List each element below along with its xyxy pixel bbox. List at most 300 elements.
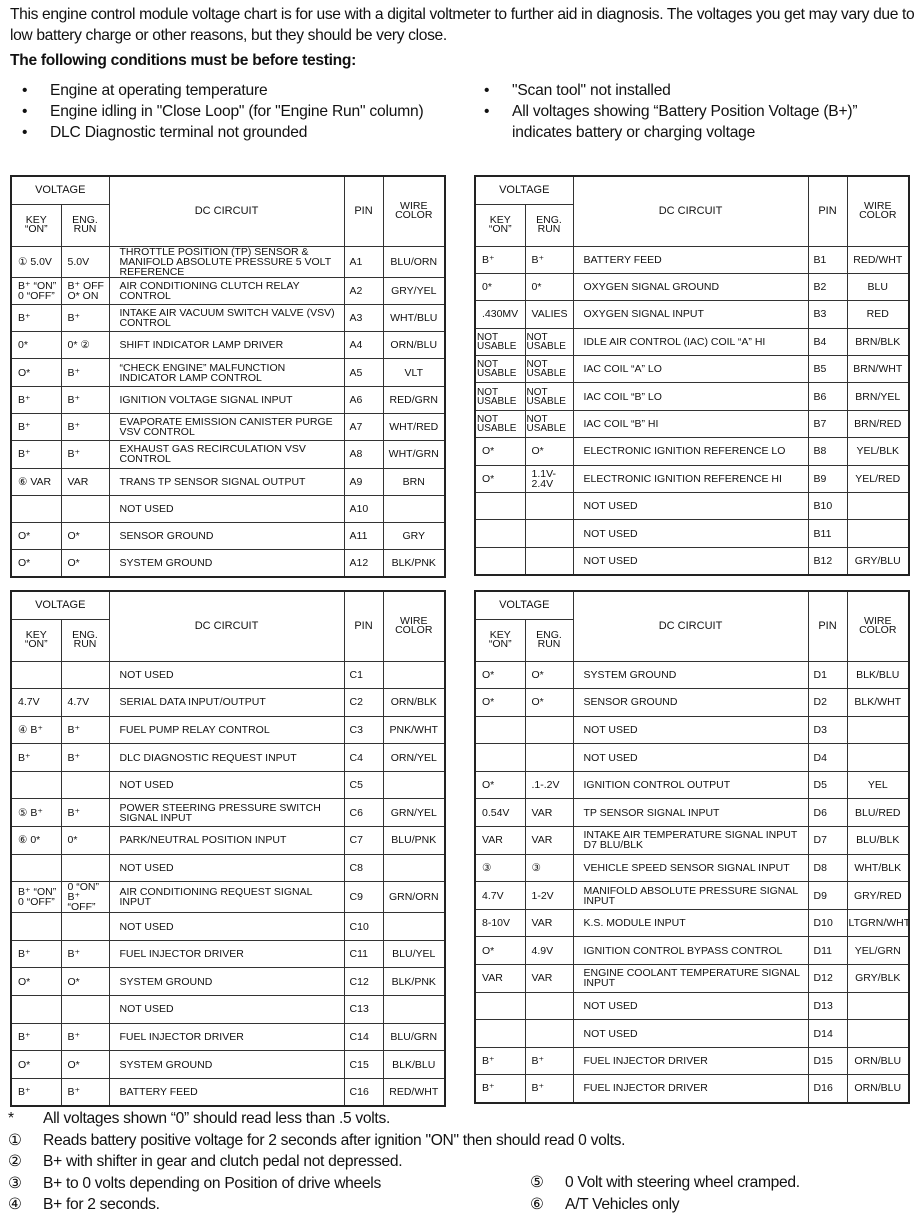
key-on-voltage: B⁺ [475,1047,525,1075]
footnote-text: 0 Volt with steering wheel cramped. [565,1174,800,1191]
key-on-voltage: O* [11,523,61,550]
pin: A2 [344,277,383,304]
engine-run-voltage: B⁺ [61,413,109,440]
wire-color: GRY/RED [847,882,909,910]
engine-run-voltage: 4.9V [525,937,573,965]
dc-circuit: POWER STEERING PRESSURE SWITCH SIGNAL INPUT [109,799,344,827]
header-row [475,591,909,619]
conditions-list-left [22,80,462,143]
dc-circuit: NOT USED [109,661,344,689]
key-on-header: KEY “ON” [11,619,61,661]
wire-color-header: WIRE COLOR [383,176,445,246]
key-on-header: KEY “ON” [475,619,525,661]
dc-circuit: INTAKE AIR TEMPERATURE SIGNAL INPUT D7 BLU/BLK [573,827,808,855]
key-on-voltage: O* [11,1051,61,1079]
pin: D11 [808,937,847,965]
dc-circuit: DLC DIAGNOSTIC REQUEST INPUT [109,744,344,772]
footnote-text: A/T Vehicles only [565,1195,680,1213]
wire-color: GRY [383,523,445,550]
footnote-symbol: ④ [8,1196,22,1213]
key-on-voltage [475,716,525,744]
table-row [11,441,445,468]
table-row [475,1047,909,1075]
table-row [475,1075,909,1103]
key-on-voltage: O* [475,438,525,465]
condition-item [22,122,462,143]
wire-color: BLK/BLU [847,661,909,689]
table-row [475,301,909,328]
table-row [11,246,445,277]
footnote-symbol: ⑥ [530,1195,544,1213]
wire-color: GRN/YEL [383,799,445,827]
wire-color: RED/WHT [383,1078,445,1106]
dc-circuit: NOT USED [573,493,808,520]
key-on-voltage: O* [11,968,61,996]
dc-circuit: IAC COIL “B” LO [573,383,808,410]
key-on-voltage [475,1020,525,1048]
key-on-voltage: B⁺ [475,1075,525,1103]
engine-run-voltage: 5.0V [61,246,109,277]
pin: A1 [344,246,383,277]
dc-circuit: EXHAUST GAS RECIRCULATION VSV CONTROL [109,441,344,468]
dc-circuit: NOT USED [109,854,344,882]
engine-run-voltage: B⁺ [525,246,573,273]
table-row [11,716,445,744]
wire-color: LTGRN/WHT [847,909,909,937]
wire-color [383,913,445,941]
wire-color: WHT/BLK [847,854,909,882]
dc-circuit: ELECTRONIC IGNITION REFERENCE HI [573,465,808,492]
engine-run-voltage [61,495,109,522]
pin: B12 [808,547,847,574]
key-on-voltage: ① 5.0V [11,246,61,277]
pin: C3 [344,716,383,744]
key-on-voltage: B⁺ [11,413,61,440]
eng-run-header: ENG. RUN [525,204,573,246]
dc-circuit: AIR CONDITIONING REQUEST SIGNAL INPUT [109,882,344,913]
footnote-symbol: ③ [8,1174,22,1192]
engine-run-voltage [525,744,573,772]
table-row [11,771,445,799]
wire-color [383,661,445,689]
key-on-voltage: B⁺ “ON” 0 “OFF” [11,882,61,913]
pin: B8 [808,438,847,465]
footnote [8,1108,625,1130]
wire-color-header: WIRE COLOR [847,176,909,246]
engine-run-voltage [61,913,109,941]
key-on-voltage: O* [475,771,525,799]
key-on-voltage [11,495,61,522]
wire-color: GRY/BLU [847,547,909,574]
key-on-voltage: O* [475,937,525,965]
engine-run-voltage [61,854,109,882]
dc-circuit: NOT USED [573,744,808,772]
dc-circuit: SYSTEM GROUND [109,1051,344,1079]
pin: A11 [344,523,383,550]
table-row [11,1078,445,1106]
engine-run-voltage: O* [61,968,109,996]
dc-circuit: PARK/NEUTRAL POSITION INPUT [109,827,344,855]
pin: D5 [808,771,847,799]
dc-circuit-header: DC CIRCUIT [573,176,808,246]
pin: B3 [808,301,847,328]
dc-circuit: IAC COIL “B” HI [573,410,808,437]
engine-run-voltage: .1-.2V [525,771,573,799]
key-on-voltage: ⑥ VAR [11,468,61,495]
engine-run-voltage: VAR [525,909,573,937]
wire-color: BRN/BLK [847,328,909,355]
pin: A4 [344,332,383,359]
table-row [11,799,445,827]
engine-run-voltage: 0* [61,827,109,855]
table-row [11,1051,445,1079]
key-on-voltage: B⁺ [11,1023,61,1051]
wire-color: BRN [383,468,445,495]
wire-color: ORN/BLU [383,332,445,359]
pin: B1 [808,246,847,273]
eng-run-header: ENG. RUN [525,619,573,661]
pin: B10 [808,493,847,520]
wire-color: BLU/BLK [847,827,909,855]
condition-item [22,80,462,101]
engine-run-voltage: NOT USABLE [525,383,573,410]
wire-color [383,854,445,882]
key-on-voltage [11,771,61,799]
dc-circuit: TP SENSOR SIGNAL INPUT [573,799,808,827]
footnotes-right [530,1172,800,1215]
wire-color-header: WIRE COLOR [847,591,909,661]
table-row [475,827,909,855]
dc-circuit: IGNITION VOLTAGE SIGNAL INPUT [109,386,344,413]
engine-run-voltage: B⁺ [525,1047,573,1075]
key-on-voltage [475,520,525,547]
bullet-icon: • [22,124,28,141]
pin: D15 [808,1047,847,1075]
engine-run-voltage: B⁺ [525,1075,573,1103]
wire-color: BRN/YEL [847,383,909,410]
key-on-voltage: O* [475,689,525,717]
engine-run-voltage: VAR [525,965,573,993]
wire-color: BLU/YEL [383,940,445,968]
dc-circuit-header: DC CIRCUIT [109,591,344,661]
wire-color: BLK/PNK [383,968,445,996]
wire-color: WHT/GRN [383,441,445,468]
table-row [475,909,909,937]
pin: C15 [344,1051,383,1079]
table-row [475,356,909,383]
dc-circuit: MANIFOLD ABSOLUTE PRESSURE SIGNAL INPUT [573,882,808,910]
condition-text: "Scan tool" not installed [512,82,671,99]
key-on-voltage [475,547,525,574]
key-on-voltage: ⑤ B⁺ [11,799,61,827]
table-row [11,277,445,304]
pin: D6 [808,799,847,827]
dc-circuit: TRANS TP SENSOR SIGNAL OUTPUT [109,468,344,495]
dc-circuit: SYSTEM GROUND [109,968,344,996]
table-row [11,386,445,413]
key-on-voltage: ⑥ 0* [11,827,61,855]
pin: D7 [808,827,847,855]
bullet-icon: • [484,103,490,120]
wire-color: BLK/WHT [847,689,909,717]
table-row [475,661,909,689]
key-on-header: KEY “ON” [475,204,525,246]
wire-color: BLU [847,273,909,300]
wire-color [847,744,909,772]
table-row [475,410,909,437]
key-on-voltage: B⁺ “ON” 0 “OFF” [11,277,61,304]
pin: A3 [344,304,383,331]
condition-item [484,101,914,143]
engine-run-voltage: O* [525,689,573,717]
dc-circuit: SYSTEM GROUND [573,661,808,689]
pin: D8 [808,854,847,882]
dc-circuit: OXYGEN SIGNAL INPUT [573,301,808,328]
table-row [475,854,909,882]
table-row [475,1020,909,1048]
key-on-voltage: ④ B⁺ [11,716,61,744]
dc-circuit: INTAKE AIR VACUUM SWITCH VALVE (VSV) CONTROL [109,304,344,331]
wire-color: BLU/RED [847,799,909,827]
key-on-voltage: NOT USABLE [475,410,525,437]
engine-run-voltage: VAR [525,827,573,855]
table-row [11,913,445,941]
wire-color: GRY/YEL [383,277,445,304]
engine-run-voltage: B⁺ [61,441,109,468]
wire-color: RED/GRN [383,386,445,413]
engine-run-voltage [61,771,109,799]
table-row [475,965,909,993]
wire-color: BLU/PNK [383,827,445,855]
condition-text: All voltages showing “Battery Position Voltage (B+)” indicates battery or charging voltage [512,103,858,141]
pin: B11 [808,520,847,547]
wire-color: YEL [847,771,909,799]
table-row [11,413,445,440]
wire-color: BRN/RED [847,410,909,437]
pin: C10 [344,913,383,941]
dc-circuit: AIR CONDITIONING CLUTCH RELAY CONTROL [109,277,344,304]
dc-circuit: FUEL INJECTOR DRIVER [109,940,344,968]
table-row [475,882,909,910]
voltage-header: VOLTAGE [11,176,109,204]
engine-run-voltage: 1-2V [525,882,573,910]
dc-circuit: IGNITION CONTROL OUTPUT [573,771,808,799]
dc-circuit: SERIAL DATA INPUT/OUTPUT [109,689,344,717]
engine-run-voltage [525,992,573,1020]
key-on-voltage: NOT USABLE [475,356,525,383]
key-on-voltage: B⁺ [11,441,61,468]
dc-circuit: EVAPORATE EMISSION CANISTER PURGE VSV CONTROL [109,413,344,440]
dc-circuit: BATTERY FEED [573,246,808,273]
wire-color: VLT [383,359,445,386]
dc-circuit: FUEL INJECTOR DRIVER [573,1075,808,1103]
pin: A12 [344,550,383,577]
table-row [475,465,909,492]
dc-circuit: NOT USED [109,913,344,941]
footnote [530,1194,800,1216]
engine-run-voltage: O* [61,1051,109,1079]
table-row [475,771,909,799]
eng-run-header: ENG. RUN [61,204,109,246]
table-row [11,940,445,968]
wire-color: BLU/ORN [383,246,445,277]
pin: C2 [344,689,383,717]
wire-color-header: WIRE COLOR [383,591,445,661]
wire-color: ORN/BLU [847,1075,909,1103]
key-on-voltage: O* [11,550,61,577]
pin: C7 [344,827,383,855]
table-row [11,468,445,495]
table-row [11,827,445,855]
footnote [8,1151,625,1173]
table-row [11,550,445,577]
table-row [11,495,445,522]
pin: A5 [344,359,383,386]
footnote-text: All voltages shown “0” should read less than .5 volts. [43,1110,390,1127]
engine-run-voltage: B⁺ [61,1078,109,1106]
pin: D10 [808,909,847,937]
dc-circuit: SENSOR GROUND [109,523,344,550]
pin: A6 [344,386,383,413]
key-on-voltage: 0.54V [475,799,525,827]
engine-run-voltage: O* [525,661,573,689]
dc-circuit: THROTTLE POSITION (TP) SENSOR & MANIFOLD ABSOLUTE PRESSURE 5 VOLT REFERENCE [109,246,344,277]
wire-color: BLU/GRN [383,1023,445,1051]
wire-color: RED [847,301,909,328]
table-row [475,328,909,355]
pin: D4 [808,744,847,772]
footnote-symbol: ② [8,1153,22,1170]
key-on-voltage: 8-10V [475,909,525,937]
pin: D12 [808,965,847,993]
wire-color: YEL/RED [847,465,909,492]
table-row [475,689,909,717]
voltage-header: VOLTAGE [11,591,109,619]
dc-circuit: NOT USED [573,1020,808,1048]
table-row [11,661,445,689]
wire-color [383,771,445,799]
pin: D13 [808,992,847,1020]
dc-circuit: SHIFT INDICATOR LAMP DRIVER [109,332,344,359]
dc-circuit: K.S. MODULE INPUT [573,909,808,937]
engine-run-voltage: VAR [525,799,573,827]
dc-circuit: NOT USED [109,771,344,799]
table-row [475,383,909,410]
table-row [11,523,445,550]
connector-c-table [10,590,446,1107]
key-on-voltage [11,854,61,882]
engine-run-voltage: B⁺ [61,304,109,331]
key-on-voltage: B⁺ [11,386,61,413]
table-row [11,304,445,331]
engine-run-voltage: 0* [525,273,573,300]
footnote-text: B+ to 0 volts depending on Position of drive wheels [43,1174,381,1192]
engine-run-voltage: B⁺ [61,744,109,772]
table-row [11,689,445,717]
pin: C9 [344,882,383,913]
key-on-voltage: VAR [475,965,525,993]
table-row [11,968,445,996]
bullet-icon: • [22,103,28,120]
wire-color: RED/WHT [847,246,909,273]
dc-circuit: FUEL INJECTOR DRIVER [573,1047,808,1075]
dc-circuit: “CHECK ENGINE” MALFUNCTION INDICATOR LAMP CONTROL [109,359,344,386]
table-row [11,332,445,359]
key-on-voltage: 4.7V [475,882,525,910]
wire-color: YEL/GRN [847,937,909,965]
engine-run-voltage [525,493,573,520]
key-on-header: KEY “ON” [11,204,61,246]
engine-run-voltage [61,661,109,689]
wire-color: PNK/WHT [383,716,445,744]
dc-circuit: IAC COIL “A” LO [573,356,808,383]
wire-color: WHT/RED [383,413,445,440]
pin: C12 [344,968,383,996]
connector-d-table [474,590,910,1104]
dc-circuit: ENGINE COOLANT TEMPERATURE SIGNAL INPUT [573,965,808,993]
key-on-voltage: ③ [475,854,525,882]
table-row [11,744,445,772]
conditions-list-right [484,80,914,143]
dc-circuit: IGNITION CONTROL BYPASS CONTROL [573,937,808,965]
wire-color: ORN/BLU [847,1047,909,1075]
key-on-voltage [11,913,61,941]
wire-color: BLK/PNK [383,550,445,577]
voltage-header: VOLTAGE [475,591,573,619]
table-row [475,273,909,300]
wire-color [383,495,445,522]
pin: D14 [808,1020,847,1048]
pin-header: PIN [344,176,383,246]
dc-circuit: OXYGEN SIGNAL GROUND [573,273,808,300]
engine-run-voltage: 0 “ON” B⁺ “OFF” [61,882,109,913]
pin: D9 [808,882,847,910]
dc-circuit: NOT USED [573,716,808,744]
key-on-voltage: B⁺ [11,304,61,331]
dc-circuit: SYSTEM GROUND [109,550,344,577]
connector-b-table [474,175,910,576]
table-row [11,996,445,1024]
table-row [475,520,909,547]
table-row [475,246,909,273]
wire-color [847,520,909,547]
engine-run-voltage: B⁺ [61,940,109,968]
pin-header: PIN [344,591,383,661]
key-on-voltage: O* [11,359,61,386]
pin: A10 [344,495,383,522]
pin: B2 [808,273,847,300]
footnote [8,1130,625,1152]
pin: A9 [344,468,383,495]
key-on-voltage: NOT USABLE [475,328,525,355]
wire-color: BLK/BLU [383,1051,445,1079]
key-on-voltage [475,744,525,772]
engine-run-voltage: VAR [61,468,109,495]
intro-paragraph: This engine control module voltage chart is for use with a digital voltmeter to further aid in diagnosis. The voltages you get may vary due to low battery charge or other reasons, but they should be very close. [10,6,915,44]
engine-run-voltage: O* [61,523,109,550]
pin: D3 [808,716,847,744]
pin: C13 [344,996,383,1024]
dc-circuit-header: DC CIRCUIT [109,176,344,246]
footnote-symbol: ① [8,1131,22,1149]
dc-circuit: FUEL PUMP RELAY CONTROL [109,716,344,744]
dc-circuit: NOT USED [573,992,808,1020]
dc-circuit: IDLE AIR CONTROL (IAC) COIL “A” HI [573,328,808,355]
pin: B9 [808,465,847,492]
engine-run-voltage: 0* ② [61,332,109,359]
key-on-voltage [11,661,61,689]
voltage-header: VOLTAGE [475,176,573,204]
